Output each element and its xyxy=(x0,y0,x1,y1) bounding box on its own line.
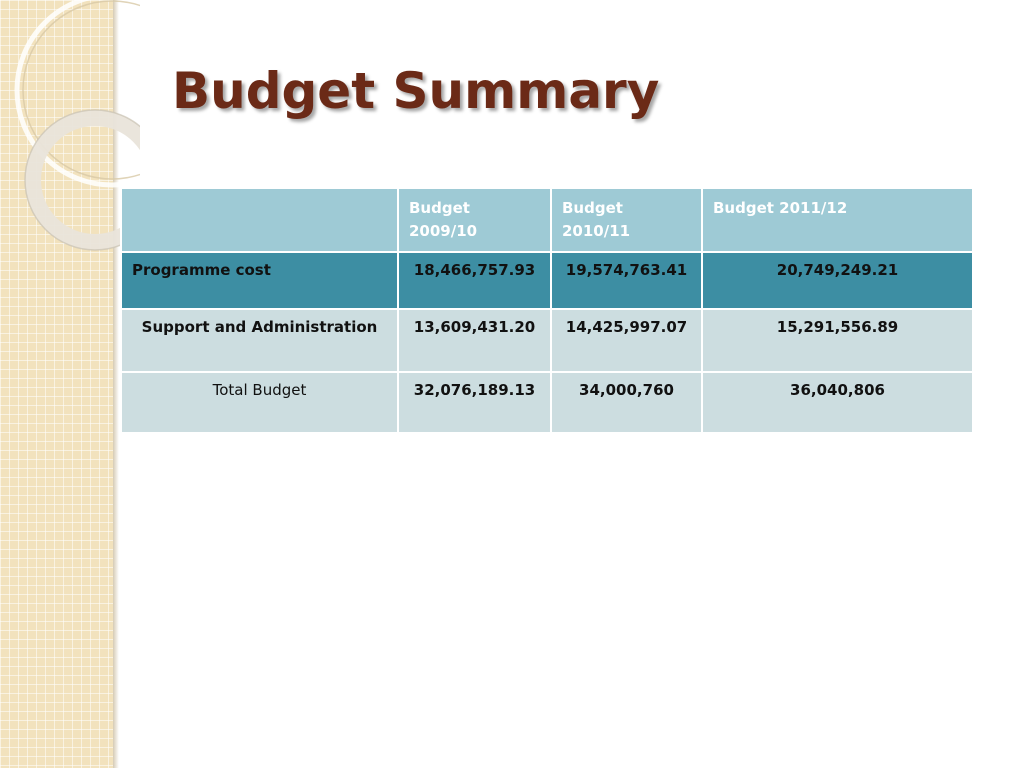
cell-value: 15,291,556.89 xyxy=(702,309,973,372)
row-label: Total Budget xyxy=(121,372,398,433)
table-row-programme-cost xyxy=(121,252,973,309)
cell-value: 20,749,249.21 xyxy=(702,252,973,309)
row-label: Support and Administration xyxy=(121,309,398,372)
table-header-row xyxy=(121,188,973,252)
cell-value: 13,609,431.20 xyxy=(398,309,551,372)
header-cell-2011-12: Budget 2011/12 xyxy=(702,188,973,252)
row-label: Programme cost xyxy=(121,252,398,309)
header-cell-2010-11: Budget 2010/11 xyxy=(551,188,702,252)
header-cell-2009-10: Budget 2009/10 xyxy=(398,188,551,252)
table-row-support-administration xyxy=(121,309,973,372)
decorative-circles-icon xyxy=(0,0,140,260)
cell-value: 19,574,763.41 xyxy=(551,252,702,309)
cell-value: 36,040,806 xyxy=(702,372,973,433)
cell-value: 14,425,997.07 xyxy=(551,309,702,372)
cell-value: 18,466,757.93 xyxy=(398,252,551,309)
cell-value: 34,000,760 xyxy=(551,372,702,433)
table-row-total-budget xyxy=(121,372,973,433)
page-title: Budget Summary xyxy=(172,62,660,120)
cell-value: 32,076,189.13 xyxy=(398,372,551,433)
budget-table xyxy=(120,187,974,434)
header-cell-empty xyxy=(121,188,398,252)
